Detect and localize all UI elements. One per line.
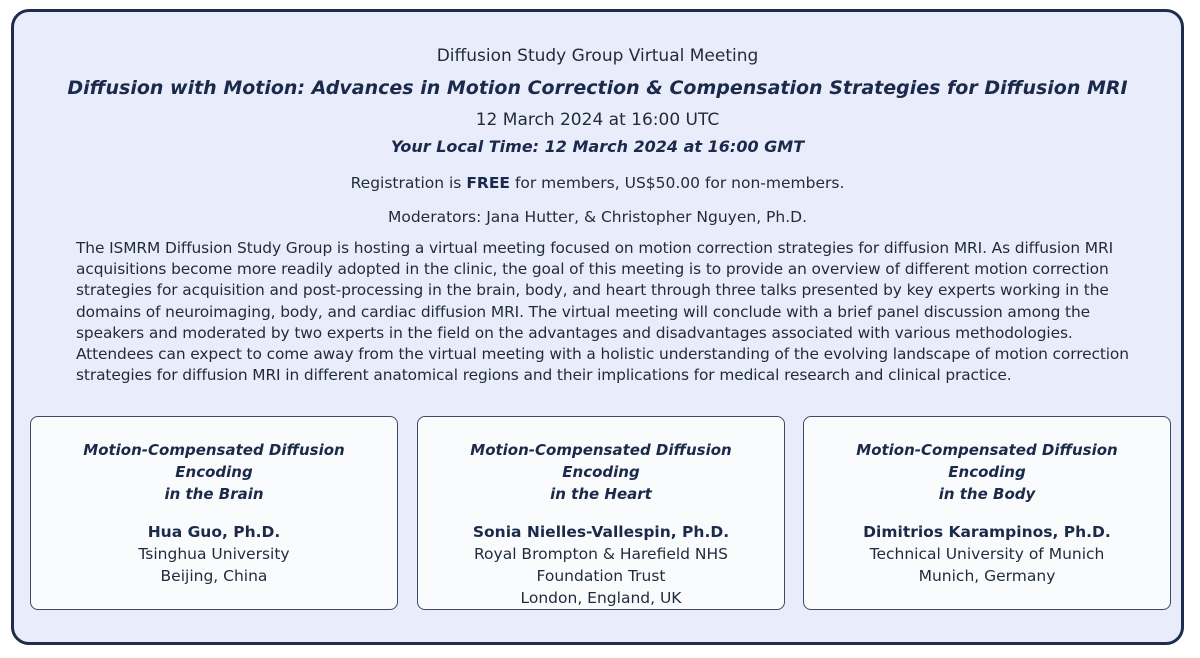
- talk-title: [418, 439, 784, 505]
- registration-info: [14, 174, 1181, 192]
- talk-title-line: Motion-Compensated Diffusion Encoding: [83, 441, 345, 481]
- talk-card-heart: [417, 416, 785, 610]
- talk-title-line: in the Heart: [550, 485, 652, 503]
- talk-title-line: Motion-Compensated Diffusion Encoding: [856, 441, 1118, 481]
- speaker-affiliation: Tsinghua University: [138, 545, 290, 563]
- meeting-local-time: Your Local Time: 12 March 2024 at 16:00 GMT: [390, 137, 805, 156]
- speaker-name: Dimitrios Karampinos, Ph.D.: [863, 523, 1111, 541]
- group-name: Diffusion Study Group Virtual Meeting: [436, 46, 759, 66]
- speaker-location: Beijing, China: [160, 567, 268, 585]
- meeting-date-utc: 12 March 2024 at 16:00 UTC: [475, 110, 720, 130]
- talk-title: [804, 439, 1170, 505]
- registration-suffix: for members, US$50.00 for non-members.: [510, 174, 845, 192]
- speaker-location: London, England, UK: [520, 589, 682, 607]
- speaker-affiliation: Royal Brompton & Harefield NHS: [473, 545, 729, 563]
- moderators: Moderators: Jana Hutter, & Christopher Nguyen, Ph.D.: [387, 208, 808, 226]
- meeting-description: The ISMRM Diffusion Study Group is hosting a virtual meeting focused on motion correction strategies for diffusion MRI. As diffusion MRI acquisitions become more readily adopted in the clinic, the goal of this meeting is to provide an overview of different motion correction strategies for acquisition and post-processing in the brain, body, and heart through three talks presented by key experts working in the domains of neuroimaging, body, and cardiac diffusion MRI. The virtual meeting will conclude with a brief panel discussion among the speakers and moderated by two experts in the field on the advantages and disadvantages associated with various methodologies. Attendees can expect to come away from the virtual meeting with a holistic understanding of the evolving landscape of motion correction strategies for diffusion MRI in different anatomical regions and their implications for medical research and clinical practice.: [76, 239, 1129, 385]
- registration-free: FREE: [466, 174, 511, 192]
- talk-card-brain: [30, 416, 398, 610]
- speaker-affiliation: Foundation Trust: [536, 567, 666, 585]
- talk-title: [31, 439, 397, 505]
- talk-title-line: in the Body: [938, 485, 1036, 503]
- talk-title-line: in the Brain: [164, 485, 264, 503]
- speaker-location: Munich, Germany: [918, 567, 1056, 585]
- meeting-title: Diffusion with Motion: Advances in Motion Correction & Compensation Strategies for Diffusion MRI: [67, 77, 1128, 99]
- speaker-name: Hua Guo, Ph.D.: [147, 523, 281, 541]
- registration-prefix: Registration is: [350, 174, 467, 192]
- talk-title-line: Motion-Compensated Diffusion Encoding: [470, 441, 732, 481]
- talk-card-body: [803, 416, 1171, 610]
- speaker-affiliation: Technical University of Munich: [869, 545, 1105, 563]
- speaker-name: Sonia Nielles-Vallespin, Ph.D.: [472, 523, 730, 541]
- meeting-card: [11, 9, 1184, 645]
